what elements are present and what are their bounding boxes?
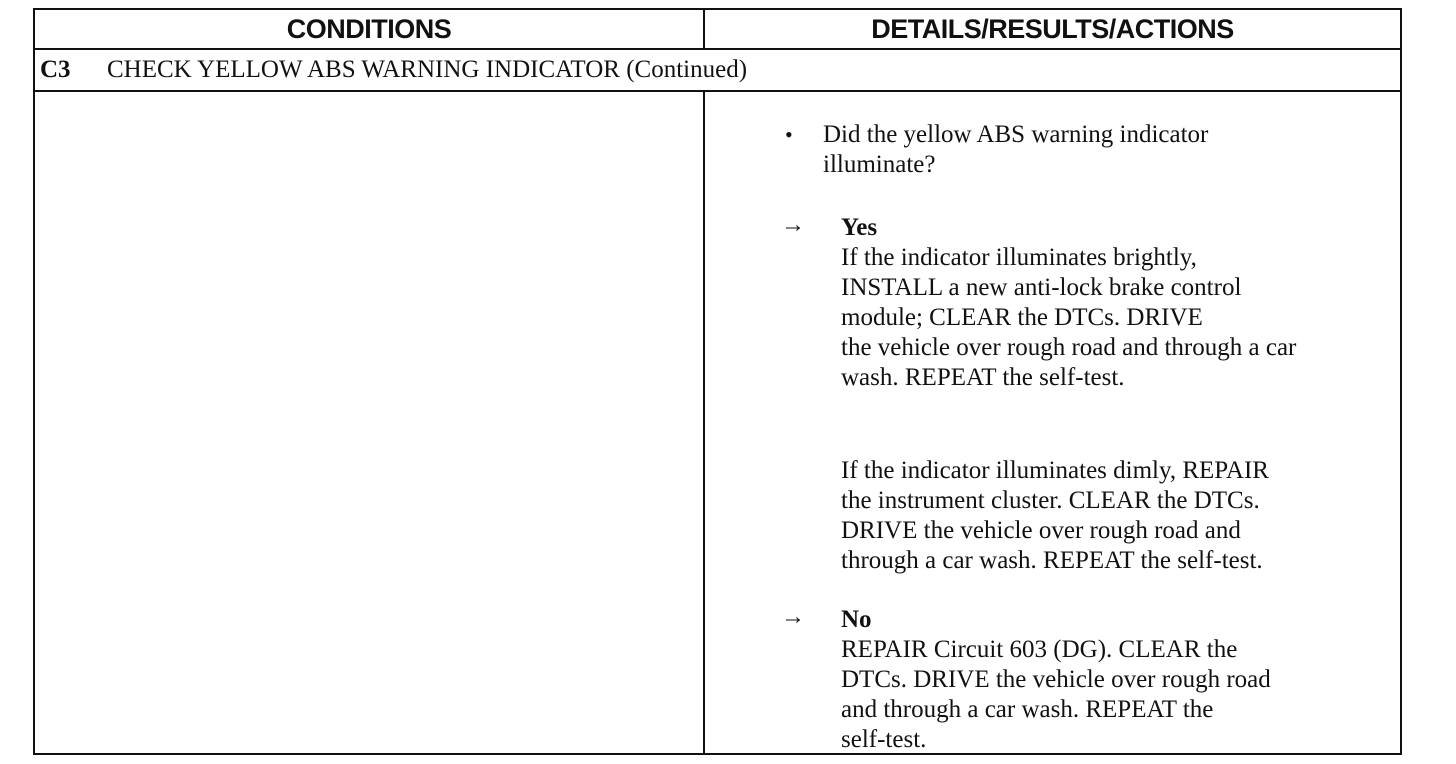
paragraph-line: the vehicle over rough road and through a car — [841, 334, 1297, 361]
paragraph-line: self-test. — [841, 726, 927, 753]
paragraph-line: DTCs. DRIVE the vehicle over rough road — [841, 666, 1271, 693]
paragraph-line: REPAIR Circuit 603 (DG). CLEAR the — [841, 636, 1238, 663]
details-cell — [705, 92, 1400, 753]
no-arrow-icon: → — [781, 604, 805, 630]
question-line: Did the yellow ABS warning indicator — [823, 121, 1209, 148]
no-paragraph — [841, 635, 1401, 755]
paragraph-line: INSTALL a new anti-lock brake control — [841, 274, 1242, 301]
step-number: C3 — [40, 56, 71, 83]
paragraph-line: the instrument cluster. CLEAR the DTCs. — [841, 487, 1260, 514]
conditions-header: CONDITIONS — [35, 10, 705, 48]
no-label: No — [841, 606, 872, 633]
diagnostic-table — [33, 8, 1402, 755]
step-title-row — [35, 50, 1400, 92]
yes-paragraph-1 — [841, 243, 1401, 393]
paragraph-line: and through a car wash. REPEAT the — [841, 696, 1214, 723]
details-header: DETAILS/RESULTS/ACTIONS — [871, 13, 1234, 44]
paragraph-line: module; CLEAR the DTCs. DRIVE — [841, 304, 1203, 331]
step-title: CHECK YELLOW ABS WARNING INDICATOR (Continued) — [107, 56, 748, 83]
paragraph-line: DRIVE the vehicle over rough road and — [841, 517, 1241, 544]
yes-paragraph-2 — [841, 456, 1401, 576]
paragraph-line: wash. REPEAT the self-test. — [841, 364, 1125, 391]
conditions-cell — [35, 92, 705, 753]
paragraph-line: If the indicator illuminates brightly, — [841, 244, 1197, 271]
bullet-icon: • — [785, 122, 793, 147]
table-header-row — [35, 10, 1400, 50]
paragraph-line: through a car wash. REPEAT the self-test. — [841, 547, 1263, 574]
question-text — [823, 120, 1343, 180]
question-line: illuminate? — [823, 151, 936, 178]
paragraph-line: If the indicator illuminates dimly, REPAIR — [841, 457, 1269, 484]
yes-arrow-icon: → — [781, 212, 805, 238]
step-body-row — [35, 92, 1400, 753]
yes-label: Yes — [841, 214, 878, 241]
